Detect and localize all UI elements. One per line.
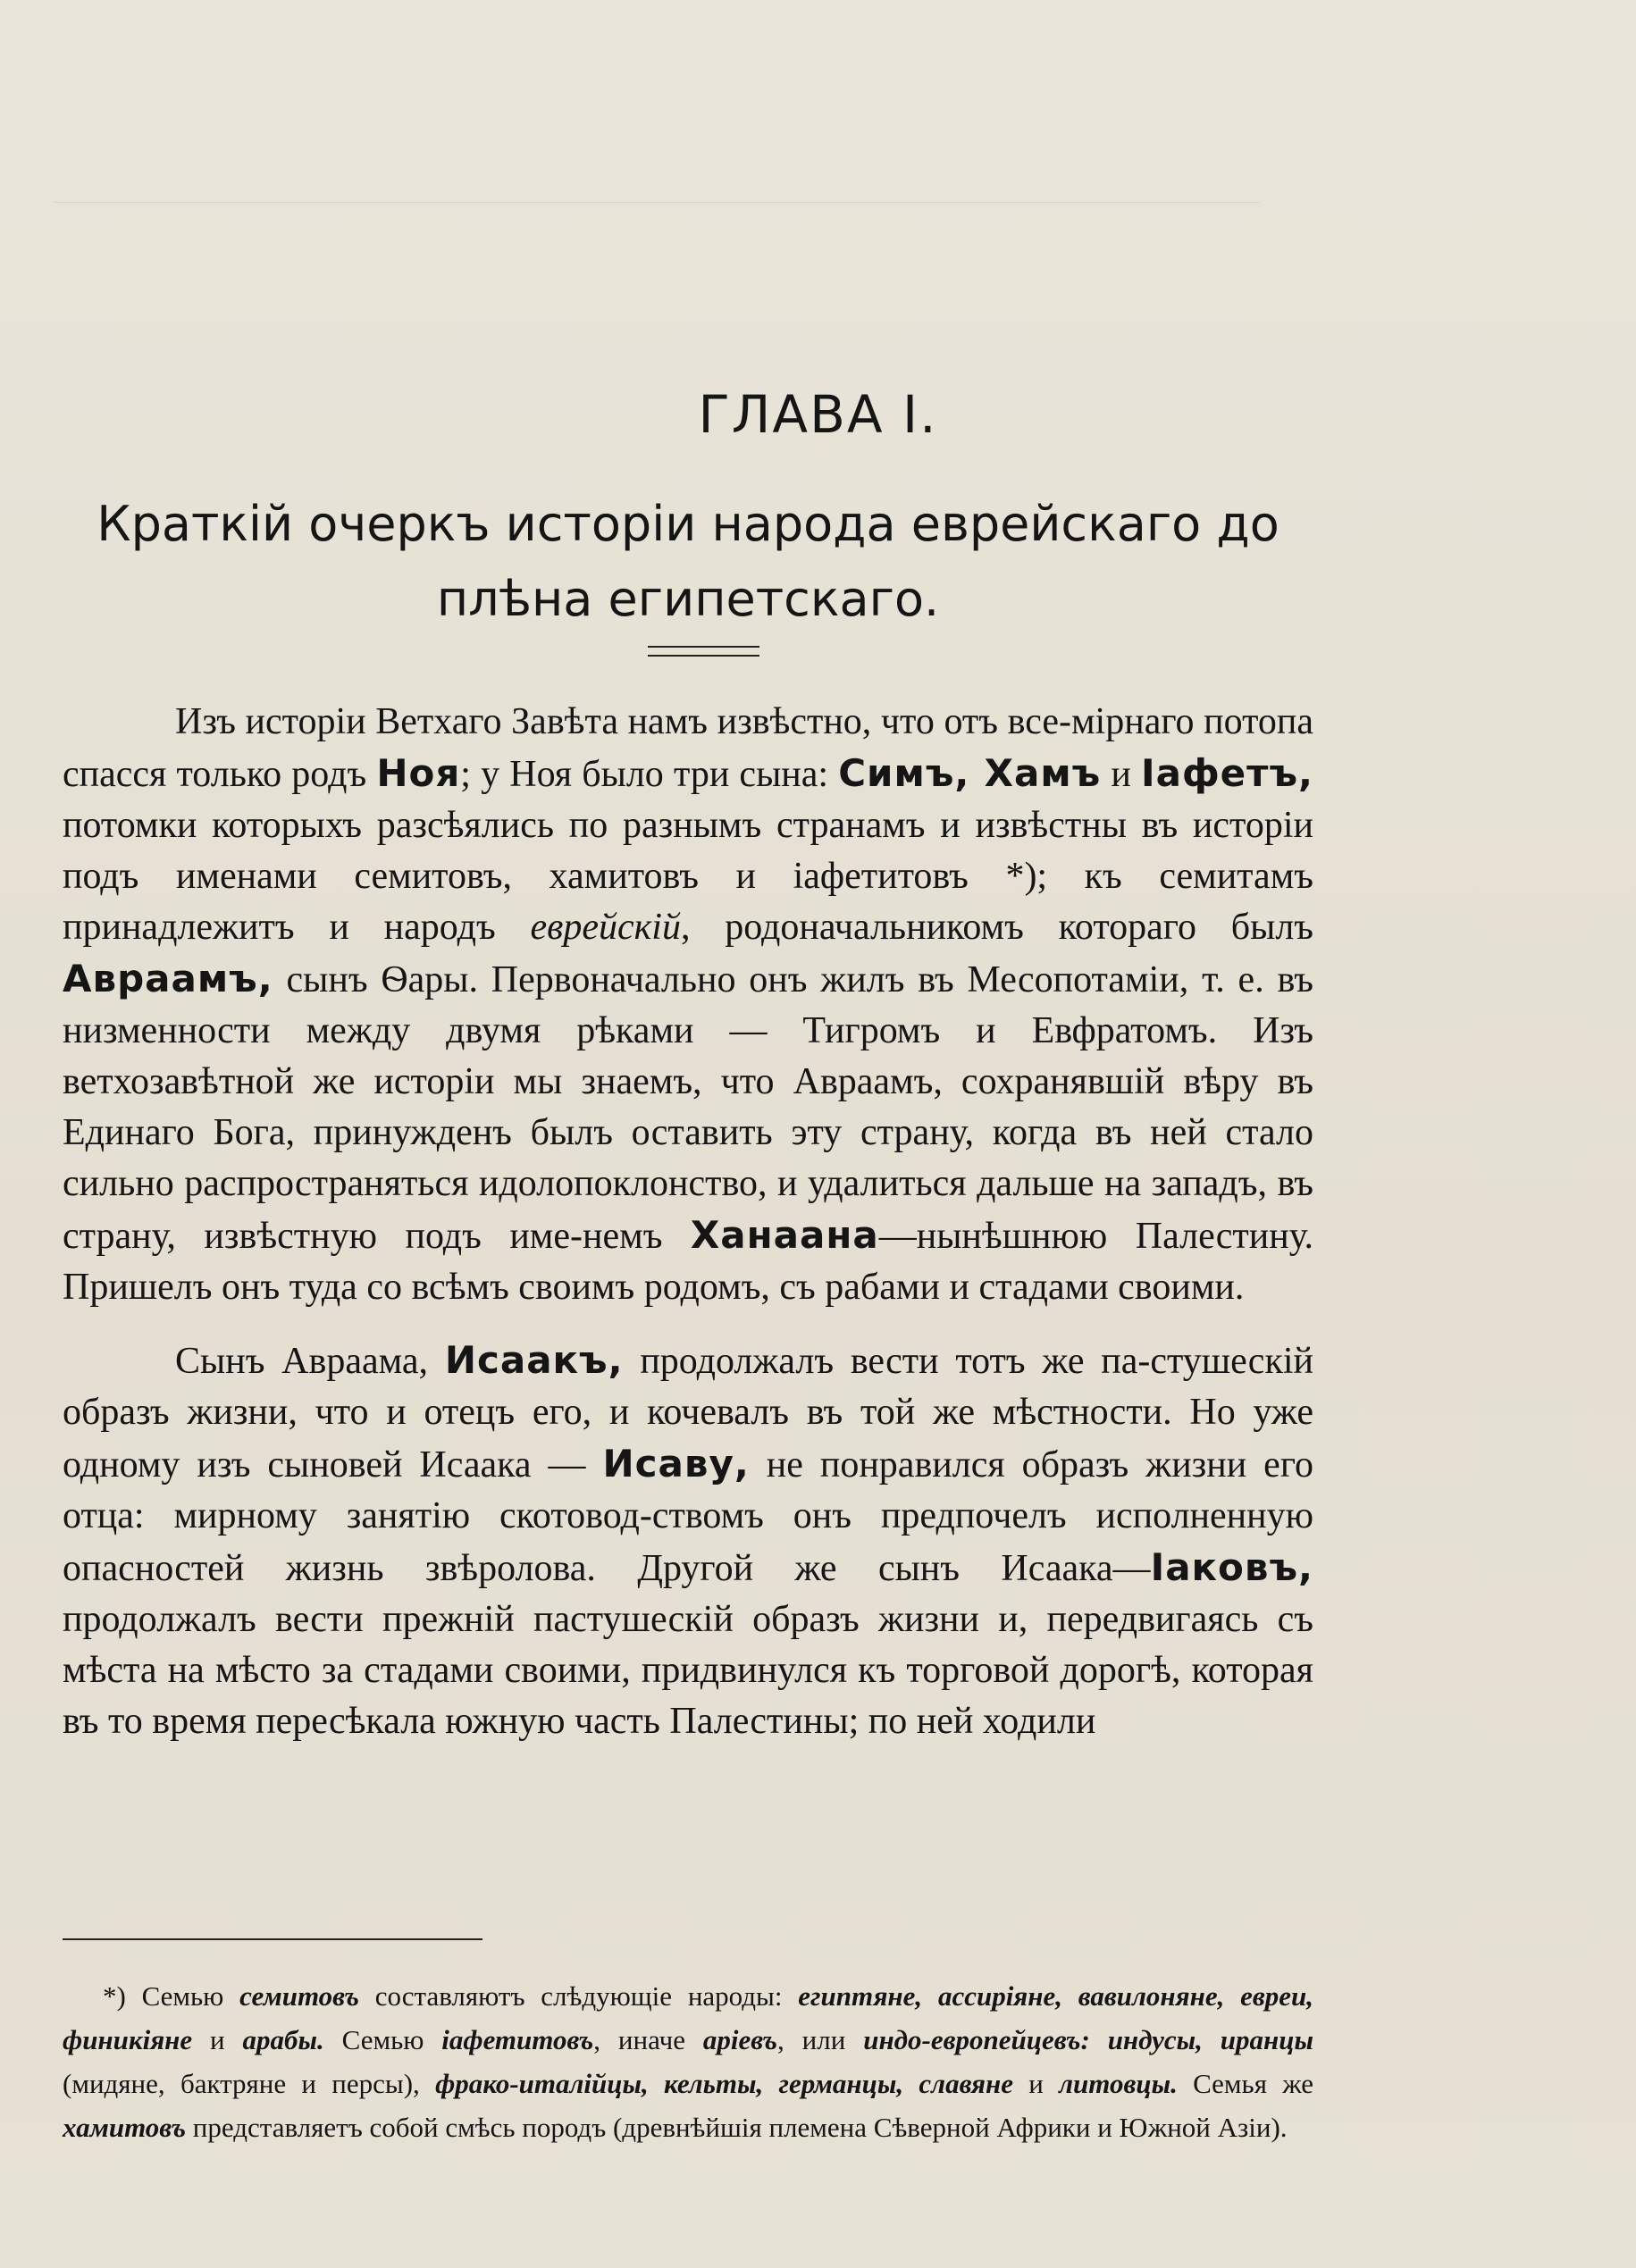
text-run: , или: [777, 2024, 864, 2055]
bold-name: Симъ, Хамъ: [838, 751, 1102, 795]
footnote: [63, 1974, 1313, 2149]
text-run: и: [1012, 2068, 1060, 2099]
text-run: представляетъ собой смѣсь породъ (древнѣйшія племена Сѣверной Африки и Южной Азіи).: [186, 2112, 1288, 2143]
bold-name: Ханаана: [690, 1213, 879, 1257]
text-run: составляютъ слѣдующіе народы:: [358, 1980, 799, 2012]
chapter-title-line-1: Краткій очеркъ исторіи народа еврейскаго до: [96, 496, 1279, 552]
text-run: потомки которыхъ разсѣялись по разнымъ странамъ и извѣстны въ исторіи подъ именами семитовъ, хамитовъ и іафетитовъ *); къ семитамъ принадлежитъ и народъ: [63, 805, 1313, 948]
italic-term: литовцы.: [1059, 2068, 1178, 2099]
text-run: и: [192, 2024, 243, 2055]
text-run: не понравился образъ жизни его отца: мирному занятію скотовод-ствомъ онъ предпочелъ исполненную опасностей жизнь звѣролова. Другой же сынъ Исаака—: [63, 1444, 1314, 1589]
bold-name: Іафетъ,: [1141, 751, 1313, 795]
text-run: *) Семью: [103, 1980, 240, 2012]
bold-name: Ноя: [376, 751, 461, 795]
bold-name: Іаковъ,: [1150, 1545, 1313, 1589]
chapter-title-line-2: плѣна египетскаго.: [436, 571, 940, 627]
italic-term: аріевъ: [702, 2024, 778, 2055]
text-run: продолжалъ вести прежній пастушескій образъ жизни и, передвигаясь съ мѣста на мѣсто за стадами своими, придвинулся къ торговой дорогѣ, которая въ то время пересѣкала южную часть Палестины; по ней ходили: [63, 1599, 1313, 1742]
title-double-rule: [648, 646, 759, 657]
chapter-title: [63, 487, 1313, 637]
italic-term: индо-европейцевъ: индусы, иранцы: [863, 2024, 1313, 2055]
italic-term: еврейскій: [530, 907, 681, 948]
text-run: продолжалъ вести тотъ же па-стушескій образъ жизни, что и отецъ его, и кочевалъ въ той же мѣстности. Но уже одному изъ сыновей Исаака —: [63, 1341, 1314, 1485]
text-run: , иначе: [593, 2024, 703, 2055]
paragraph-2: [63, 1335, 1313, 1747]
italic-term: іафетитовъ: [441, 2024, 594, 2055]
text-run: сынъ Ѳары. Первоначально онъ жилъ въ Месопотаміи, т. е. въ низменности между двумя рѣками — Тигромъ и Евфратомъ. Изъ ветхозавѣтной же исторіи мы знаемъ, что Авраамъ, сохранявшій вѣру въ Единаго Бога, принужденъ былъ оставить эту страну, когда въ ней стало сильно распространяться идолопоклонство, и удалиться дальше на западъ, въ страну, извѣстную подъ име-немъ: [63, 959, 1313, 1257]
text-run: Изъ исторіи Ветхаго Завѣта намъ извѣстно, что отъ все-мірнаго потопа спасся только родъ: [63, 701, 1313, 795]
text-run: Семья же: [1177, 2068, 1313, 2099]
bold-name: Исаву,: [602, 1442, 750, 1485]
italic-term: фрако-италійцы, кельты, германцы, славяне: [435, 2068, 1013, 2099]
text-run: (мидяне, бактряне и персы),: [63, 2068, 436, 2099]
text-run: ; у Ноя было три сына:: [460, 754, 839, 795]
text-run: —нынѣшнюю Палестину. Пришелъ онъ туда со всѣмъ своимъ родомъ, съ рабами и стадами своими.: [63, 1216, 1313, 1308]
chapter-label: ГЛАВА I.: [698, 384, 938, 445]
main-text: [63, 697, 1313, 1769]
text-run: и: [1101, 754, 1141, 795]
bold-name: Исаакъ,: [444, 1338, 624, 1382]
italic-term: египтяне, ассиріяне, вавилоняне, евреи, финикіяне: [63, 1980, 1313, 2055]
italic-term: семитовъ: [239, 1980, 359, 2012]
italic-term: хамитовъ: [63, 2112, 187, 2143]
italic-term: арабы.: [242, 2024, 324, 2055]
footnote-rule: [63, 1938, 482, 1940]
paragraph-1: [63, 697, 1313, 1313]
bleed-through-texture: [54, 179, 1260, 221]
text-run: Сынъ Авраама,: [175, 1341, 445, 1382]
text-run: , родоначальникомъ котораго былъ: [680, 907, 1313, 948]
text-run: Семью: [323, 2024, 442, 2055]
bold-name: Авраамъ,: [63, 957, 273, 1000]
